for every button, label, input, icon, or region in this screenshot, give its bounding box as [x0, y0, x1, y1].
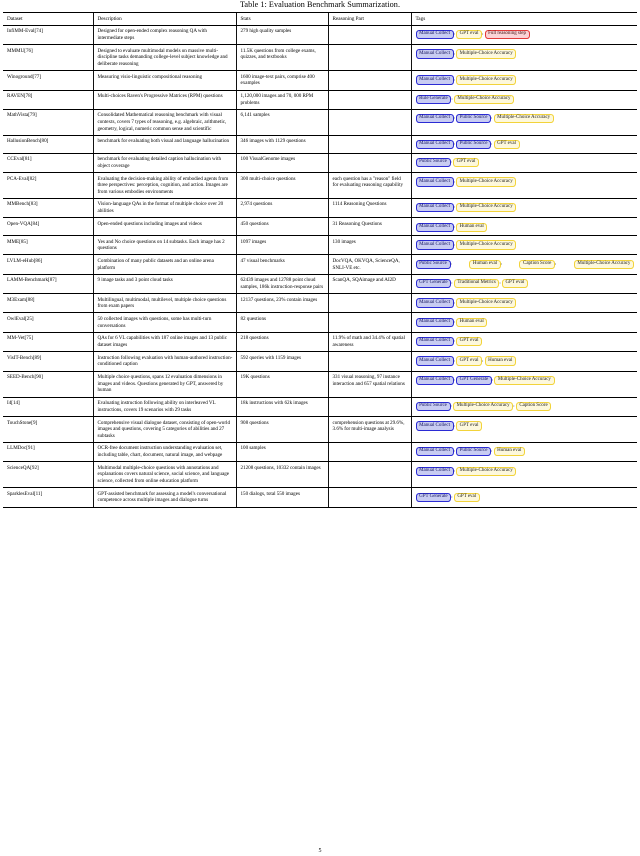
column-header-stats: Stats [236, 13, 328, 26]
cell-description: GPT-assisted benchmark for assessing a model's conversational competence across multiple images and dialogue turns [93, 488, 236, 507]
cell-tags [411, 294, 637, 313]
table-row [3, 352, 637, 371]
tag-chip[interactable]: Multiple-Choice Accuracy [494, 114, 554, 123]
column-header-tags: Tags [411, 13, 637, 26]
cell-dataset: Open-VQA[84] [3, 218, 93, 236]
cell-description: benchmark for evaluating detailed caption hallucination with object coverage [93, 153, 236, 172]
cell-description: Open-ended questions including images and videos [93, 218, 236, 236]
cell-dataset: SEED-Bench[90] [3, 371, 93, 397]
cell-description: 9 image tasks and 3 point cloud tasks [93, 274, 236, 293]
cell-description: Instruction following evaluation with human-authored instruction-conditioned caption [93, 352, 236, 371]
cell-dataset: Winoground[77] [3, 71, 93, 90]
tag-chip[interactable]: Public Source [416, 158, 451, 167]
tag-chip[interactable]: Multiple-Choice Accuracy [456, 75, 516, 84]
table-row [3, 235, 637, 254]
cell-reasoning: 11.9% of math and 34.4% of spatial awareness [328, 332, 411, 351]
cell-stats: 100 samples [236, 442, 328, 461]
cell-tags [411, 488, 637, 507]
cell-stats: 11.5K questions from college exams, quizzes, and textbooks [236, 45, 328, 71]
cell-tags [411, 397, 637, 416]
tag-chip[interactable]: Manual Collect [416, 376, 454, 385]
tag-chip[interactable]: Public Source [456, 114, 491, 123]
tag-chip[interactable]: Rule Generate [416, 95, 452, 104]
cell-reasoning [328, 153, 411, 172]
cell-description: Comprehensive visual dialogue dataset, consisting of open-world images and questions, covering 5 categories of abilities and 27 subtasks [93, 416, 236, 442]
cell-stats: 1,120,000 images and 70, 000 RPM problems [236, 90, 328, 109]
tag-list [416, 176, 635, 188]
tag-list [416, 239, 635, 251]
cell-dataset: InfiMM-Eval[74] [3, 25, 93, 44]
tag-chip[interactable]: Manual Collect [416, 49, 454, 58]
tag-chip[interactable]: Multiple-Choice Accuracy [456, 49, 516, 58]
cell-description: Consolidated Mathematical reasoning benchmark with visual contexts, covers 7 types of reasoning, e.g. algebraic, arithmetic, geometry, logical, numeric common sense and scientific [93, 109, 236, 135]
tag-chip[interactable]: GPT eval [456, 30, 482, 39]
tag-chip[interactable]: Traditional Metrics [454, 279, 500, 288]
cell-reasoning [328, 45, 411, 71]
cell-dataset: HallusionBench[80] [3, 135, 93, 153]
cell-stats: 300 multi-choice questions [236, 172, 328, 198]
tag-chip[interactable]: Manual Collect [416, 223, 454, 232]
cell-description: Multiple choice questions, spans 12 evaluation dimensions in images and videos. Questions generated by GPT, answered by human [93, 371, 236, 397]
table-row [3, 135, 637, 153]
table-row [3, 442, 637, 461]
cell-description: Multimodal multiple-choice questions with annotations and explanations covers natural science, social science, and language science, collected from online education platform [93, 462, 236, 488]
cell-reasoning: 130 images [328, 235, 411, 254]
cell-dataset: SparklesEval[11] [3, 488, 93, 507]
tag-list [416, 316, 635, 328]
cell-stats: 82 questions [236, 313, 328, 332]
tag-chip[interactable]: Human eval [456, 223, 487, 232]
cell-reasoning [328, 462, 411, 488]
cell-reasoning [328, 135, 411, 153]
tag-list [416, 355, 635, 367]
cell-description: 50 collected images with questions, some has multi-turn conversations [93, 313, 236, 332]
tag-chip[interactable]: GPT eval [494, 140, 520, 149]
tag-chip[interactable]: Public Source [456, 140, 491, 149]
cell-dataset: ScienceQA[92] [3, 462, 93, 488]
cell-reasoning [328, 488, 411, 507]
cell-description: benchmark for evaluating both visual and language hallucination [93, 135, 236, 153]
cell-reasoning [328, 90, 411, 109]
tag-chip[interactable]: Manual Collect [416, 337, 454, 346]
tag-chip[interactable]: GPT eval [456, 421, 482, 430]
tag-separator: , [451, 492, 453, 499]
tag-chip[interactable]: Full reasoning step [485, 30, 530, 39]
tag-chip[interactable]: Manual Collect [416, 467, 454, 476]
cell-tags [411, 416, 637, 442]
cell-dataset: MME[85] [3, 235, 93, 254]
tag-chip[interactable]: Manual Collect [416, 75, 454, 84]
table-row [3, 462, 637, 488]
tag-chip[interactable]: GPT eval [454, 493, 480, 502]
tag-list [416, 112, 635, 124]
tag-chip[interactable]: GPT Generate [416, 493, 452, 502]
tag-list [416, 48, 635, 60]
table-body [3, 25, 637, 507]
table-header [3, 13, 637, 26]
tag-separator: , [453, 222, 455, 229]
tag-list [416, 74, 635, 86]
cell-reasoning: 31 Reasoning Questions [328, 218, 411, 236]
tag-chip[interactable]: Manual Collect [416, 318, 454, 327]
cell-tags [411, 274, 637, 293]
tag-chip[interactable]: GPT eval [456, 356, 482, 365]
cell-description: Measuring visio-linguistic compositional reasoning [93, 71, 236, 90]
tag-chip[interactable]: Manual Collect [416, 240, 454, 249]
cell-description: Yes and No choice questions on 14 subtasks. Each image has 2 questions [93, 235, 236, 254]
tag-chip[interactable]: Manual Collect [416, 177, 454, 186]
tag-chip[interactable]: Manual Collect [416, 421, 454, 430]
tag-chip[interactable]: GPT Generate [416, 279, 452, 288]
cell-reasoning: comprehension questions at 29.6%, 3.6% for multi-image analysis [328, 416, 411, 442]
tag-list [416, 400, 635, 412]
tag-separator: , [453, 447, 455, 454]
tag-chip[interactable]: Manual Collect [416, 114, 454, 123]
cell-dataset: LLMDoc[91] [3, 442, 93, 461]
tag-chip[interactable]: Multiple-Choice Accuracy [574, 260, 634, 269]
table-row [3, 90, 637, 109]
table-row [3, 313, 637, 332]
cell-tags [411, 25, 637, 44]
tag-chip[interactable]: Multiple-Choice Accuracy [454, 95, 514, 104]
tag-list [416, 28, 635, 40]
tag-separator: , [500, 259, 502, 266]
cell-tags [411, 462, 637, 488]
tag-separator: , [453, 376, 455, 383]
tag-chip[interactable]: Manual Collect [416, 356, 454, 365]
table-row [3, 172, 637, 198]
cell-stats: 19K questions [236, 371, 328, 397]
tag-list [416, 201, 635, 213]
tag-separator: , [453, 337, 455, 344]
cell-dataset: CCEval[81] [3, 153, 93, 172]
cell-tags [411, 218, 637, 236]
cell-stats: 62439 images and 12788 point cloud samples, 186k instruction-response pairs [236, 274, 328, 293]
tag-chip[interactable]: Multiple-Choice Accuracy [456, 240, 516, 249]
tag-list [416, 258, 635, 270]
column-header-dataset: Dataset [3, 13, 93, 26]
tag-separator: , [499, 279, 501, 286]
tag-separator: , [453, 49, 455, 56]
header-row [3, 13, 637, 26]
tag-separator: , [482, 30, 484, 37]
cell-dataset: I4[14] [3, 397, 93, 416]
table-row [3, 25, 637, 44]
cell-tags [411, 255, 637, 274]
table-row [3, 488, 637, 507]
cell-tags [411, 198, 637, 217]
tag-separator: , [453, 356, 455, 363]
cell-reasoning [328, 294, 411, 313]
cell-tags [411, 371, 637, 397]
tag-separator: , [450, 402, 452, 409]
cell-dataset: LVLM-eHub[86] [3, 255, 93, 274]
cell-stats: 346 images with 1129 questions [236, 135, 328, 153]
tag-chip[interactable]: Manual Collect [416, 447, 454, 456]
cell-stats: 908 questions [236, 416, 328, 442]
tag-separator: , [453, 140, 455, 147]
cell-dataset: TouchStone[9] [3, 416, 93, 442]
cell-dataset: VisIT-Bench[89] [3, 352, 93, 371]
table-row [3, 45, 637, 71]
tag-chip[interactable]: Multiple-Choice Accuracy [456, 177, 516, 186]
table-row [3, 153, 637, 172]
tag-chip[interactable]: Multiple-Choice Accuracy [453, 402, 513, 411]
cell-description: QAs for 6 VL capabilities with 187 online images and 13 public dataset images [93, 332, 236, 351]
cell-stats: 2,974 questions [236, 198, 328, 217]
cell-tags [411, 71, 637, 90]
cell-dataset: MMBench[83] [3, 198, 93, 217]
cell-stats: 450 questions [236, 218, 328, 236]
cell-tags [411, 135, 637, 153]
cell-tags [411, 90, 637, 109]
tag-separator: , [453, 30, 455, 37]
cell-dataset: OwlEval[25] [3, 313, 93, 332]
tag-separator: , [453, 75, 455, 82]
table-row [3, 255, 637, 274]
cell-reasoning [328, 313, 411, 332]
tag-chip[interactable]: Multiple-Choice Accuracy [456, 467, 516, 476]
table-row [3, 274, 637, 293]
cell-stats: 150 dialogs, total 550 images [236, 488, 328, 507]
tag-chip[interactable]: Caption Score [516, 402, 552, 411]
cell-description: Vision-language QAs in the format of multiple choice over 20 abilities [93, 198, 236, 217]
tag-chip[interactable]: Public Source [416, 260, 451, 269]
cell-description: Combination of many public datasets and an online arena platform [93, 255, 236, 274]
cell-stats: 18k instructions with 62k images [236, 397, 328, 416]
cell-reasoning: 331 visual reasoning, 97 instance interaction and 657 spatial relations [328, 371, 411, 397]
tag-chip[interactable]: Multiple-Choice Accuracy [456, 203, 516, 212]
tag-separator: , [453, 177, 455, 184]
table-row [3, 294, 637, 313]
cell-reasoning [328, 352, 411, 371]
tag-separator: , [513, 402, 515, 409]
cell-reasoning: 1114 Reasoning Questions [328, 198, 411, 217]
table-row [3, 71, 637, 90]
cell-reasoning [328, 397, 411, 416]
tag-separator: , [453, 318, 455, 325]
tag-chip[interactable]: Manual Collect [416, 298, 454, 307]
cell-tags [411, 172, 637, 198]
table-row [3, 218, 637, 236]
cell-description: OCR-free document instruction understanding evaluation set, including table, chart, document, natural image, and webpage [93, 442, 236, 461]
table-row [3, 397, 637, 416]
cell-tags [411, 332, 637, 351]
tag-chip[interactable]: Manual Collect [416, 140, 454, 149]
tag-list [416, 138, 635, 150]
table-caption: Table 1: Evaluation Benchmark Summarization. [239, 0, 401, 9]
tag-chip[interactable]: Human eval [485, 356, 516, 365]
tag-chip[interactable]: Multiple-Choice Accuracy [456, 298, 516, 307]
tag-chip[interactable]: Manual Collect [416, 203, 454, 212]
cell-reasoning [328, 109, 411, 135]
cell-reasoning: DocVQA, OKVQA, ScienceQA, SNLI-VE etc. [328, 255, 411, 274]
cell-stats: 1097 images [236, 235, 328, 254]
tag-chip[interactable]: Human eval [494, 447, 525, 456]
cell-tags [411, 442, 637, 461]
tag-separator: , [491, 447, 493, 454]
cell-description: Evaluating instruction following ability on interleaved VL instructions, covers 19 scenarios with 29 tasks [93, 397, 236, 416]
cell-stats: 592 queries with 1159 images [236, 352, 328, 371]
cell-dataset: RAVEN[78] [3, 90, 93, 109]
cell-description: Designed for open-ended complex reasoning QA with intermediate steps [93, 25, 236, 44]
column-header-reasoning: Reasoning Part [328, 13, 411, 26]
cell-dataset: MM-Vet[75] [3, 332, 93, 351]
tag-list [416, 297, 635, 309]
cell-dataset: M3Exam[88] [3, 294, 93, 313]
tag-separator: , [453, 421, 455, 428]
cell-stats: 218 questions [236, 332, 328, 351]
tag-separator: , [453, 240, 455, 247]
tag-list [416, 156, 635, 168]
cell-reasoning: each question has a "reason" field for evaluating reasoning capability [328, 172, 411, 198]
tag-chip[interactable]: Public Source [416, 402, 451, 411]
cell-dataset: LAMM-Benchmark[87] [3, 274, 93, 293]
cell-tags [411, 109, 637, 135]
cell-dataset: PCA-Eval[82] [3, 172, 93, 198]
page-number: 5 [318, 848, 322, 854]
cell-reasoning [328, 25, 411, 44]
cell-stats: 279 high quality samples [236, 25, 328, 44]
tag-chip[interactable]: Human eval [456, 318, 487, 327]
cell-dataset: MathVista[79] [3, 109, 93, 135]
cell-stats: 100 VisualGenome images [236, 153, 328, 172]
cell-dataset: MMMU[76] [3, 45, 93, 71]
cell-description: Designed to evaluate multimodal models on massive multi-discipline tasks demanding college-level subject knowledge and deliberate reasoning [93, 45, 236, 71]
tag-list [416, 221, 635, 233]
tag-list [416, 465, 635, 477]
tag-separator: , [491, 376, 494, 383]
cell-tags [411, 313, 637, 332]
table-row [3, 109, 637, 135]
table-row [3, 416, 637, 442]
tag-chip[interactable]: Manual Collect [416, 30, 454, 39]
tag-separator: , [453, 203, 455, 210]
tag-separator: , [453, 298, 455, 305]
cell-tags [411, 153, 637, 172]
tag-list [416, 420, 635, 432]
cell-stats: 47 visual benchmarks [236, 255, 328, 274]
tag-separator: , [450, 158, 452, 165]
cell-stats: 6,141 samples [236, 109, 328, 135]
column-header-description: Description [93, 13, 236, 26]
tag-list [416, 491, 635, 503]
cell-tags [411, 352, 637, 371]
tag-separator: , [491, 114, 493, 121]
tag-separator: , [491, 140, 493, 147]
tag-list [416, 93, 635, 105]
tag-list [416, 335, 635, 347]
tag-chip[interactable]: GPT eval [502, 279, 528, 288]
tag-chip[interactable]: Human eval [469, 260, 500, 269]
tag-chip[interactable]: GPT eval [453, 158, 479, 167]
tag-chip[interactable]: GPT eval [456, 337, 482, 346]
cell-description: Multilingual, multimodal, multilevel, multiple choice questions from exam papers [93, 294, 236, 313]
tag-separator: , [453, 466, 455, 473]
cell-reasoning [328, 71, 411, 90]
tag-separator: , [451, 279, 453, 286]
table-row [3, 332, 637, 351]
cell-description: Evaluating the decision-making ability of embodied agents from three perspectives: perception, cognition, and action. Images are from various embodies environments [93, 172, 236, 198]
cell-description: Multi-choices Raven's Progressive Matrices (RPM) questions [93, 90, 236, 109]
cell-reasoning: ScanQA, SQAimage and AI2D [328, 274, 411, 293]
tag-chip[interactable]: GPT Generate [456, 376, 492, 385]
tag-separator: , [453, 114, 455, 121]
tag-chip[interactable]: Caption Score [519, 260, 555, 269]
cell-stats: 1600 image-text pairs, comprise 400 examples [236, 71, 328, 90]
tag-chip[interactable]: Multiple-Choice Accuracy [494, 376, 554, 385]
tag-list [416, 445, 635, 457]
tag-list [416, 277, 635, 289]
cell-stats: 12137 questions, 23% contain images [236, 294, 328, 313]
cell-tags [411, 235, 637, 254]
tag-separator: , [451, 95, 453, 102]
tag-list [416, 374, 635, 386]
cell-tags [411, 45, 637, 71]
cell-stats: 21208 questions, 10332 contain images [236, 462, 328, 488]
cell-reasoning [328, 442, 411, 461]
evaluation-benchmark-table [3, 12, 637, 508]
tag-chip[interactable]: Public Source [456, 447, 491, 456]
tag-separator: , [450, 259, 452, 266]
table-row [3, 198, 637, 217]
table-row [3, 371, 637, 397]
tag-separator: , [554, 259, 557, 266]
tag-separator: , [482, 356, 484, 363]
